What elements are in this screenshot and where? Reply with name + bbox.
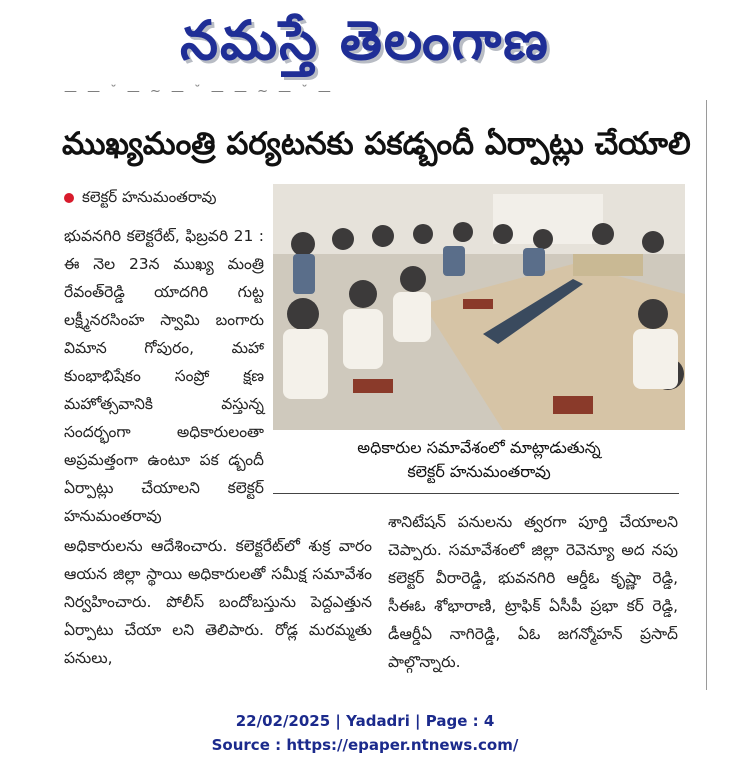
photo-caption-line-2: కలెక్టర్ హనుమంతరావు bbox=[407, 462, 551, 481]
byline-text: కలెక్టర్ హనుమంతరావు bbox=[82, 188, 217, 206]
article-right-column: శానిటేషన్ పనులను త్వరగా పూర్తి చేయాలని చెప్పారు. సమావేశంలో జిల్లా రెవెన్యూ అద నపు కలెక్టర్ వీరారెడ్డి, భువనగిరి ఆర్డీఓ కృష్ణా రెడ్డి, సీఈఓ శోభారాణి, ట్రాఫిక్ ఏసీపీ ప్రభా కర్ రెడ్డి, డీఆర్డీఏ నాగిరెడ్డి, ఏఓ జగన్మోహన్ ప్రసాద్ పాల్గొన్నారు. bbox=[388, 513, 678, 671]
footer-date-line: 22/02/2025 | Yadadri | Page : 4 bbox=[235, 712, 495, 730]
meeting-photo-illustration bbox=[273, 184, 685, 430]
article-left-column: భువనగిరి కలెక్టరేట్, ఫిబ్రవరి 21 : ఈ నెల 23న ముఖ్య మంత్రి రేవంత్‌రెడ్డి యాదగిరి గుట్ట లక్ష్మీనరసింహ స్వామి బంగారు విమాన గోపురం, మహా కుంభాభిషేకం సంప్రో క్షణ మహోత్సవానికి వస్తున్న సందర్భంగా అధికారులంతా అప్రమత్తంగా ఉంటూ పక డ్బందీ ఏర్పాట్లు చేయాలని కలెక్టర్ హనుమంతరావు bbox=[64, 227, 264, 525]
photo-caption bbox=[273, 436, 685, 484]
article-headline: ముఖ్యమంత్రి పర్యటనకు పకడ్బందీ ఏర్పాట్లు చేయాలి bbox=[62, 126, 691, 162]
footer-source-line: Source : https://epaper.ntnews.com/ bbox=[211, 736, 519, 754]
byline bbox=[64, 186, 216, 208]
caption-divider bbox=[273, 493, 679, 494]
masthead bbox=[0, 0, 730, 86]
column-divider-right bbox=[706, 100, 707, 690]
meeting-photo bbox=[273, 184, 685, 430]
bullet-dot-icon bbox=[64, 193, 74, 203]
newspaper-logo-title: నమస్తే తెలంగాణ bbox=[180, 9, 550, 72]
article-bottom-left-column: అధికారులను ఆదేశించారు. కలెక్టరేట్‌లో శుక్ర వారం ఆయన జిల్లా స్థాయి అధికారులతో సమీక్ష సమావేశం నిర్వహించారు. పోలీస్ బందోబస్తును పెద్దఎత్తున ఏర్పాటు చేయా లని తెలిపారు. రోడ్ల మరమ్మతు పనులు, bbox=[64, 537, 372, 667]
cropped-previous-text: — — ˘ — ~ — ˘ — — ~ — ˘ — bbox=[64, 84, 334, 99]
photo-caption-line-1: అధికారుల సమావేశంలో మాట్లాడుతున్న bbox=[357, 438, 601, 457]
